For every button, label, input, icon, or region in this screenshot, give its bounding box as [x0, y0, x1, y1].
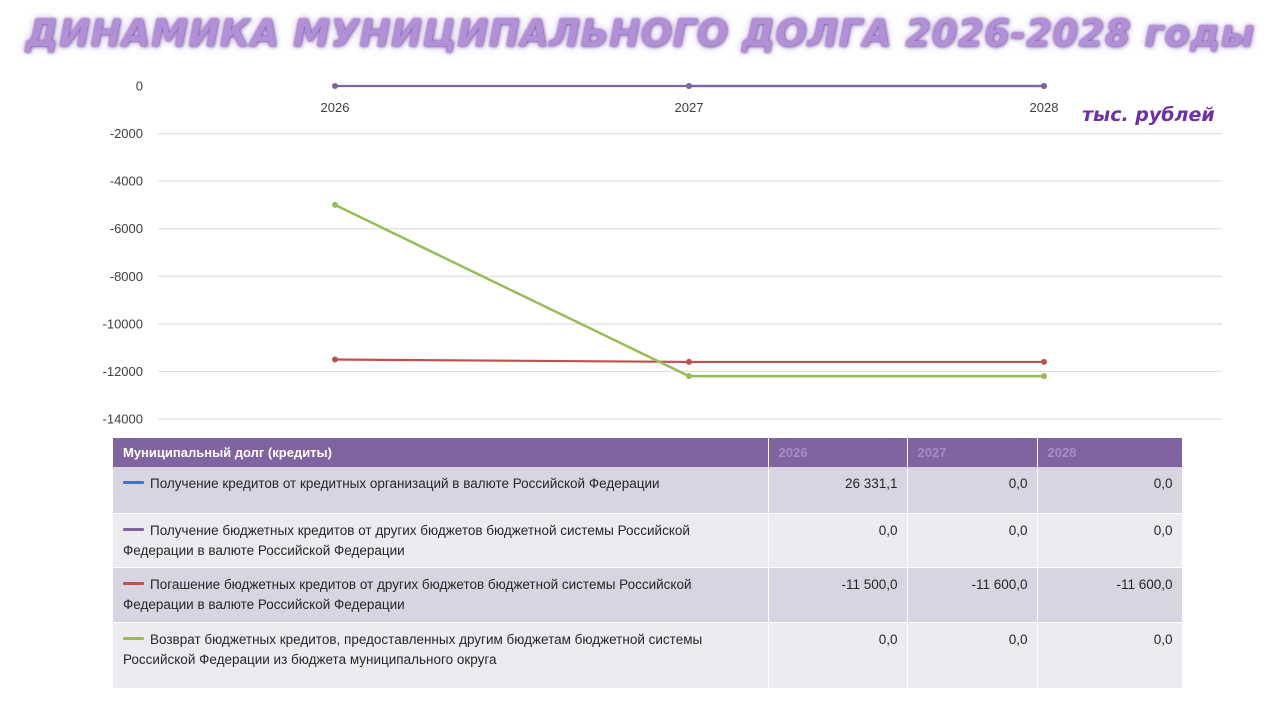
table-cell: 0,0: [907, 513, 1037, 567]
row-label: Погашение бюджетных кредитов от других бюджетов бюджетной системы Российской Федерации в валюте Российской Федерации: [123, 576, 692, 612]
table-header-year: 2028: [1037, 438, 1182, 467]
y-tick-label: -10000: [102, 316, 143, 332]
table-cell: 0,0: [907, 467, 1037, 513]
y-tick-label: -6000: [109, 221, 143, 237]
legend-swatch: [123, 582, 144, 585]
table-cell: 0,0: [1037, 513, 1182, 567]
table-cell: 0,0: [1037, 622, 1182, 688]
table-cell: -11 600,0: [907, 567, 1037, 622]
series-point: [332, 83, 338, 89]
series-point: [1041, 359, 1047, 365]
table-header-label: Муниципальный долг (кредиты): [113, 438, 768, 467]
table-cell: -11 500,0: [768, 567, 907, 622]
table-row: [113, 622, 1182, 688]
series-point: [332, 357, 338, 363]
line-chart: [0, 70, 1280, 432]
y-tick-label: 0: [135, 78, 143, 94]
legend-swatch: [123, 528, 144, 531]
x-tick-label: 2027: [674, 100, 704, 115]
legend-swatch: [123, 481, 144, 484]
table-row: [113, 567, 1182, 622]
y-tick-label: -14000: [102, 411, 143, 427]
row-label-cell: [113, 467, 768, 513]
row-label: Получение кредитов от кредитных организаций в валюте Российской Федерации: [150, 476, 660, 491]
table-cell: 0,0: [907, 622, 1037, 688]
table-cell: 0,0: [768, 622, 907, 688]
table-header-year: 2027: [907, 438, 1037, 467]
table-row: [113, 467, 1182, 513]
row-label: Получение бюджетных кредитов от других бюджетов бюджетной системы Российской Федерации в валюте Российской Федерации: [123, 522, 690, 558]
legend-swatch: [123, 637, 144, 640]
row-label-cell: [113, 513, 768, 567]
series-point: [1041, 83, 1047, 89]
table-header-year: 2026: [768, 438, 907, 467]
x-tick-label: 2028: [1029, 100, 1059, 115]
y-tick-label: -4000: [109, 173, 143, 189]
row-label-cell: [113, 622, 768, 688]
x-axis-ticks: [321, 100, 1059, 115]
table-header-row: [113, 438, 1182, 467]
series-point: [686, 359, 692, 365]
series-point: [332, 202, 338, 208]
table-cell: 26 331,1: [768, 467, 907, 513]
y-tick-label: -12000: [102, 363, 143, 379]
data-table: [113, 438, 1183, 689]
row-label: Возврат бюджетных кредитов, предоставленных другим бюджетам бюджетной системы Российской Федерации из бюджета муниципального округа: [123, 631, 703, 667]
row-label-cell: [113, 567, 768, 622]
chart-series: [332, 83, 1047, 379]
x-tick-label: 2026: [320, 100, 350, 115]
table-row: [113, 513, 1182, 567]
y-axis-ticks: [103, 79, 143, 427]
page-title: ДИНАМИКА МУНИЦИПАЛЬНОГО ДОЛГА 2026-2028 годы: [25, 12, 1255, 55]
y-tick-label: -2000: [109, 126, 143, 142]
table-cell: 0,0: [768, 513, 907, 567]
y-tick-label: -8000: [109, 268, 143, 284]
table-cell: -11 600,0: [1037, 567, 1182, 622]
series-point: [686, 83, 692, 89]
series-point: [1041, 373, 1047, 379]
units-label: тыс. рублей: [1082, 104, 1215, 126]
series-line: [335, 205, 1044, 376]
series-point: [686, 373, 692, 379]
table-cell: 0,0: [1037, 467, 1182, 513]
